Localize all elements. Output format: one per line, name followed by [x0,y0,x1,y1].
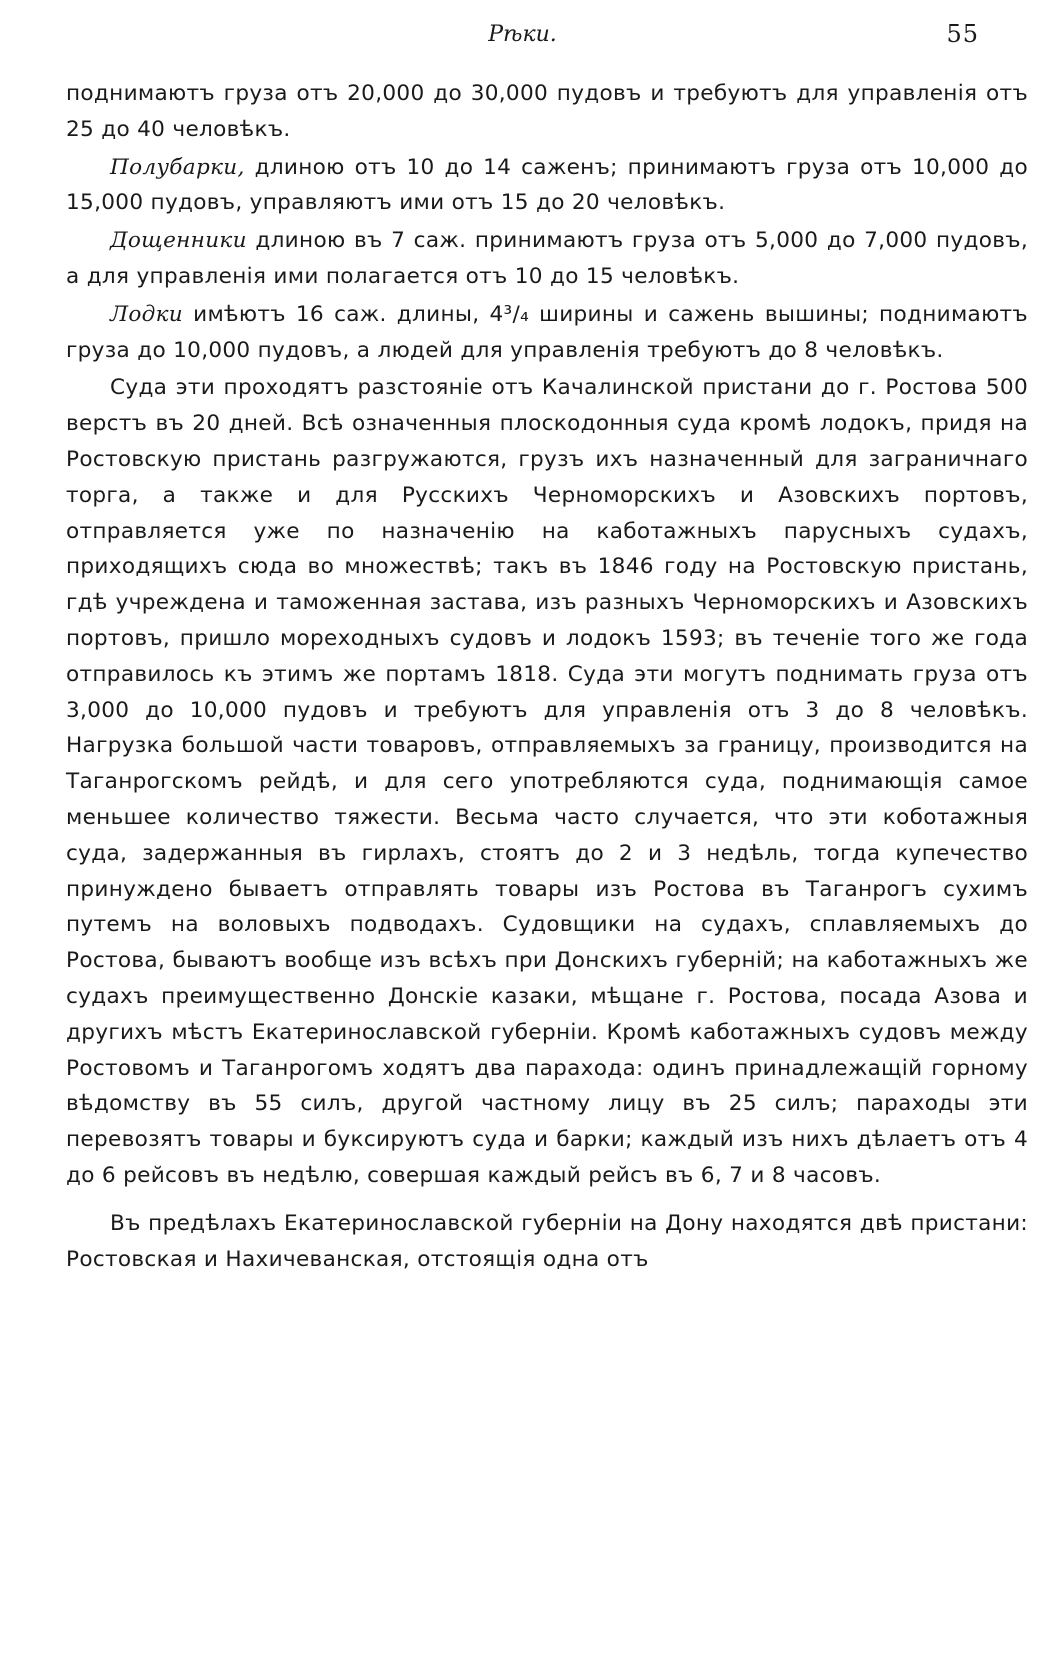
paragraph-2-text: длиною отъ 10 до 14 саженъ; принимаютъ груза отъ 10,000 до 15,000 пудовъ, управляютъ ими отъ 15 до 20 человѣкъ. [66,154,1028,216]
paragraph-2-term: Полубарки, [110,154,245,180]
page-number: 55 [946,20,979,48]
paragraph-5-text: Суда эти проходятъ разстояніе отъ Качалинской пристани до г. Ростова 500 верстъ въ 20 дней. Всѣ означенныя плоскодонныя суда кромѣ лодокъ, придя на Ростовскую пристань разгружаются, грузъ ихъ назначенный для заграничнаго торга, а также и для Русскихъ Черноморскихъ и Азовскихъ портовъ, отправляется уже по назначенію на каботажныхъ парусныхъ судахъ, приходящихъ сюда во множествѣ; такъ въ 1846 году на Ростовскую пристань, гдѣ учреждена и таможенная застава, изъ разныхъ Черноморскихъ и Азовскихъ портовъ, пришло мореходныхъ судовъ и лодокъ 1593; въ теченіе того же года отправилось къ этимъ же портамъ 1818. Суда эти могутъ поднимать груза отъ 3,000 до 10,000 пудовъ и требуютъ для управленія отъ 3 до 8 человѣкъ. Нагрузка большой части товаровъ, отправляемыхъ за границу, производится на Таганрогскомъ рейдѣ, и для сего употребляются суда, поднимающія самое меньшее количество тяжести. Весьма часто случается, что эти коботажныя суда, задержанныя въ гирлахъ, стоятъ до 2 и 3 недѣль, тогда купечество принуждено бываетъ отправлять товары изъ Ростова въ Таганрогъ сухимъ путемъ на воловыхъ подводахъ. Судовщики на судахъ, сплавляемыхъ до Ростова, бываютъ вообще изъ всѣхъ при Донскихъ губерній; на каботажныхъ же судахъ преимущественно Донскіе казаки, мѣщане г. Ростова, посада Азова и другихъ мѣстъ Екатеринославской губерніи. Кромѣ каботажныхъ судовъ между Ростовомъ и Таганрогомъ ходятъ два парахода: одинъ принадлежащій горному вѣдомству въ 55 силъ, другой частному лицу въ 25 силъ; параходы эти перевозятъ товары и буксируютъ суда и барки; каждый изъ нихъ дѣлаетъ отъ 4 до 6 рейсовъ въ недѣлю, совершая каждый рейсъ въ 6, 7 и 8 часовъ. [66,375,1028,1188]
paragraph-2 [66,150,1028,222]
body-text [66,76,1028,1279]
paragraph-1-text: поднимаютъ груза отъ 20,000 до 30,000 пудовъ и требуютъ для управленія отъ 25 до 40 человѣкъ. [66,81,1028,142]
paragraph-3 [66,223,1028,295]
paragraph-4-text: имѣютъ 16 саж. длины, 4³/₄ ширины и сажень вышины; поднимаютъ груза до 10,000 пудовъ, а людей для управленія требуютъ до 8 человѣкъ. [66,301,1028,363]
paragraph-4-term: Лодки [110,301,184,327]
paragraph-3-text: длиною въ 7 саж. принимаютъ груза отъ 5,000 до 7,000 пудовъ, а для управленія ими полагается отъ 10 до 15 человѣкъ. [66,228,1028,289]
paragraph-5 [66,370,1028,1193]
running-title: Рѣки. [488,22,557,47]
paragraph-1 [66,76,1028,148]
paragraph-6 [66,1206,1028,1278]
paragraph-6-text: Въ предѣлахъ Екатеринославской губерніи на Дону находятся двѣ пристани: Ростовская и Нахичеванская, отстоящія одна отъ [66,1210,1028,1272]
running-header [66,18,979,54]
paragraph-3-term: Дощенники [110,228,247,254]
paragraph-4 [66,297,1028,369]
